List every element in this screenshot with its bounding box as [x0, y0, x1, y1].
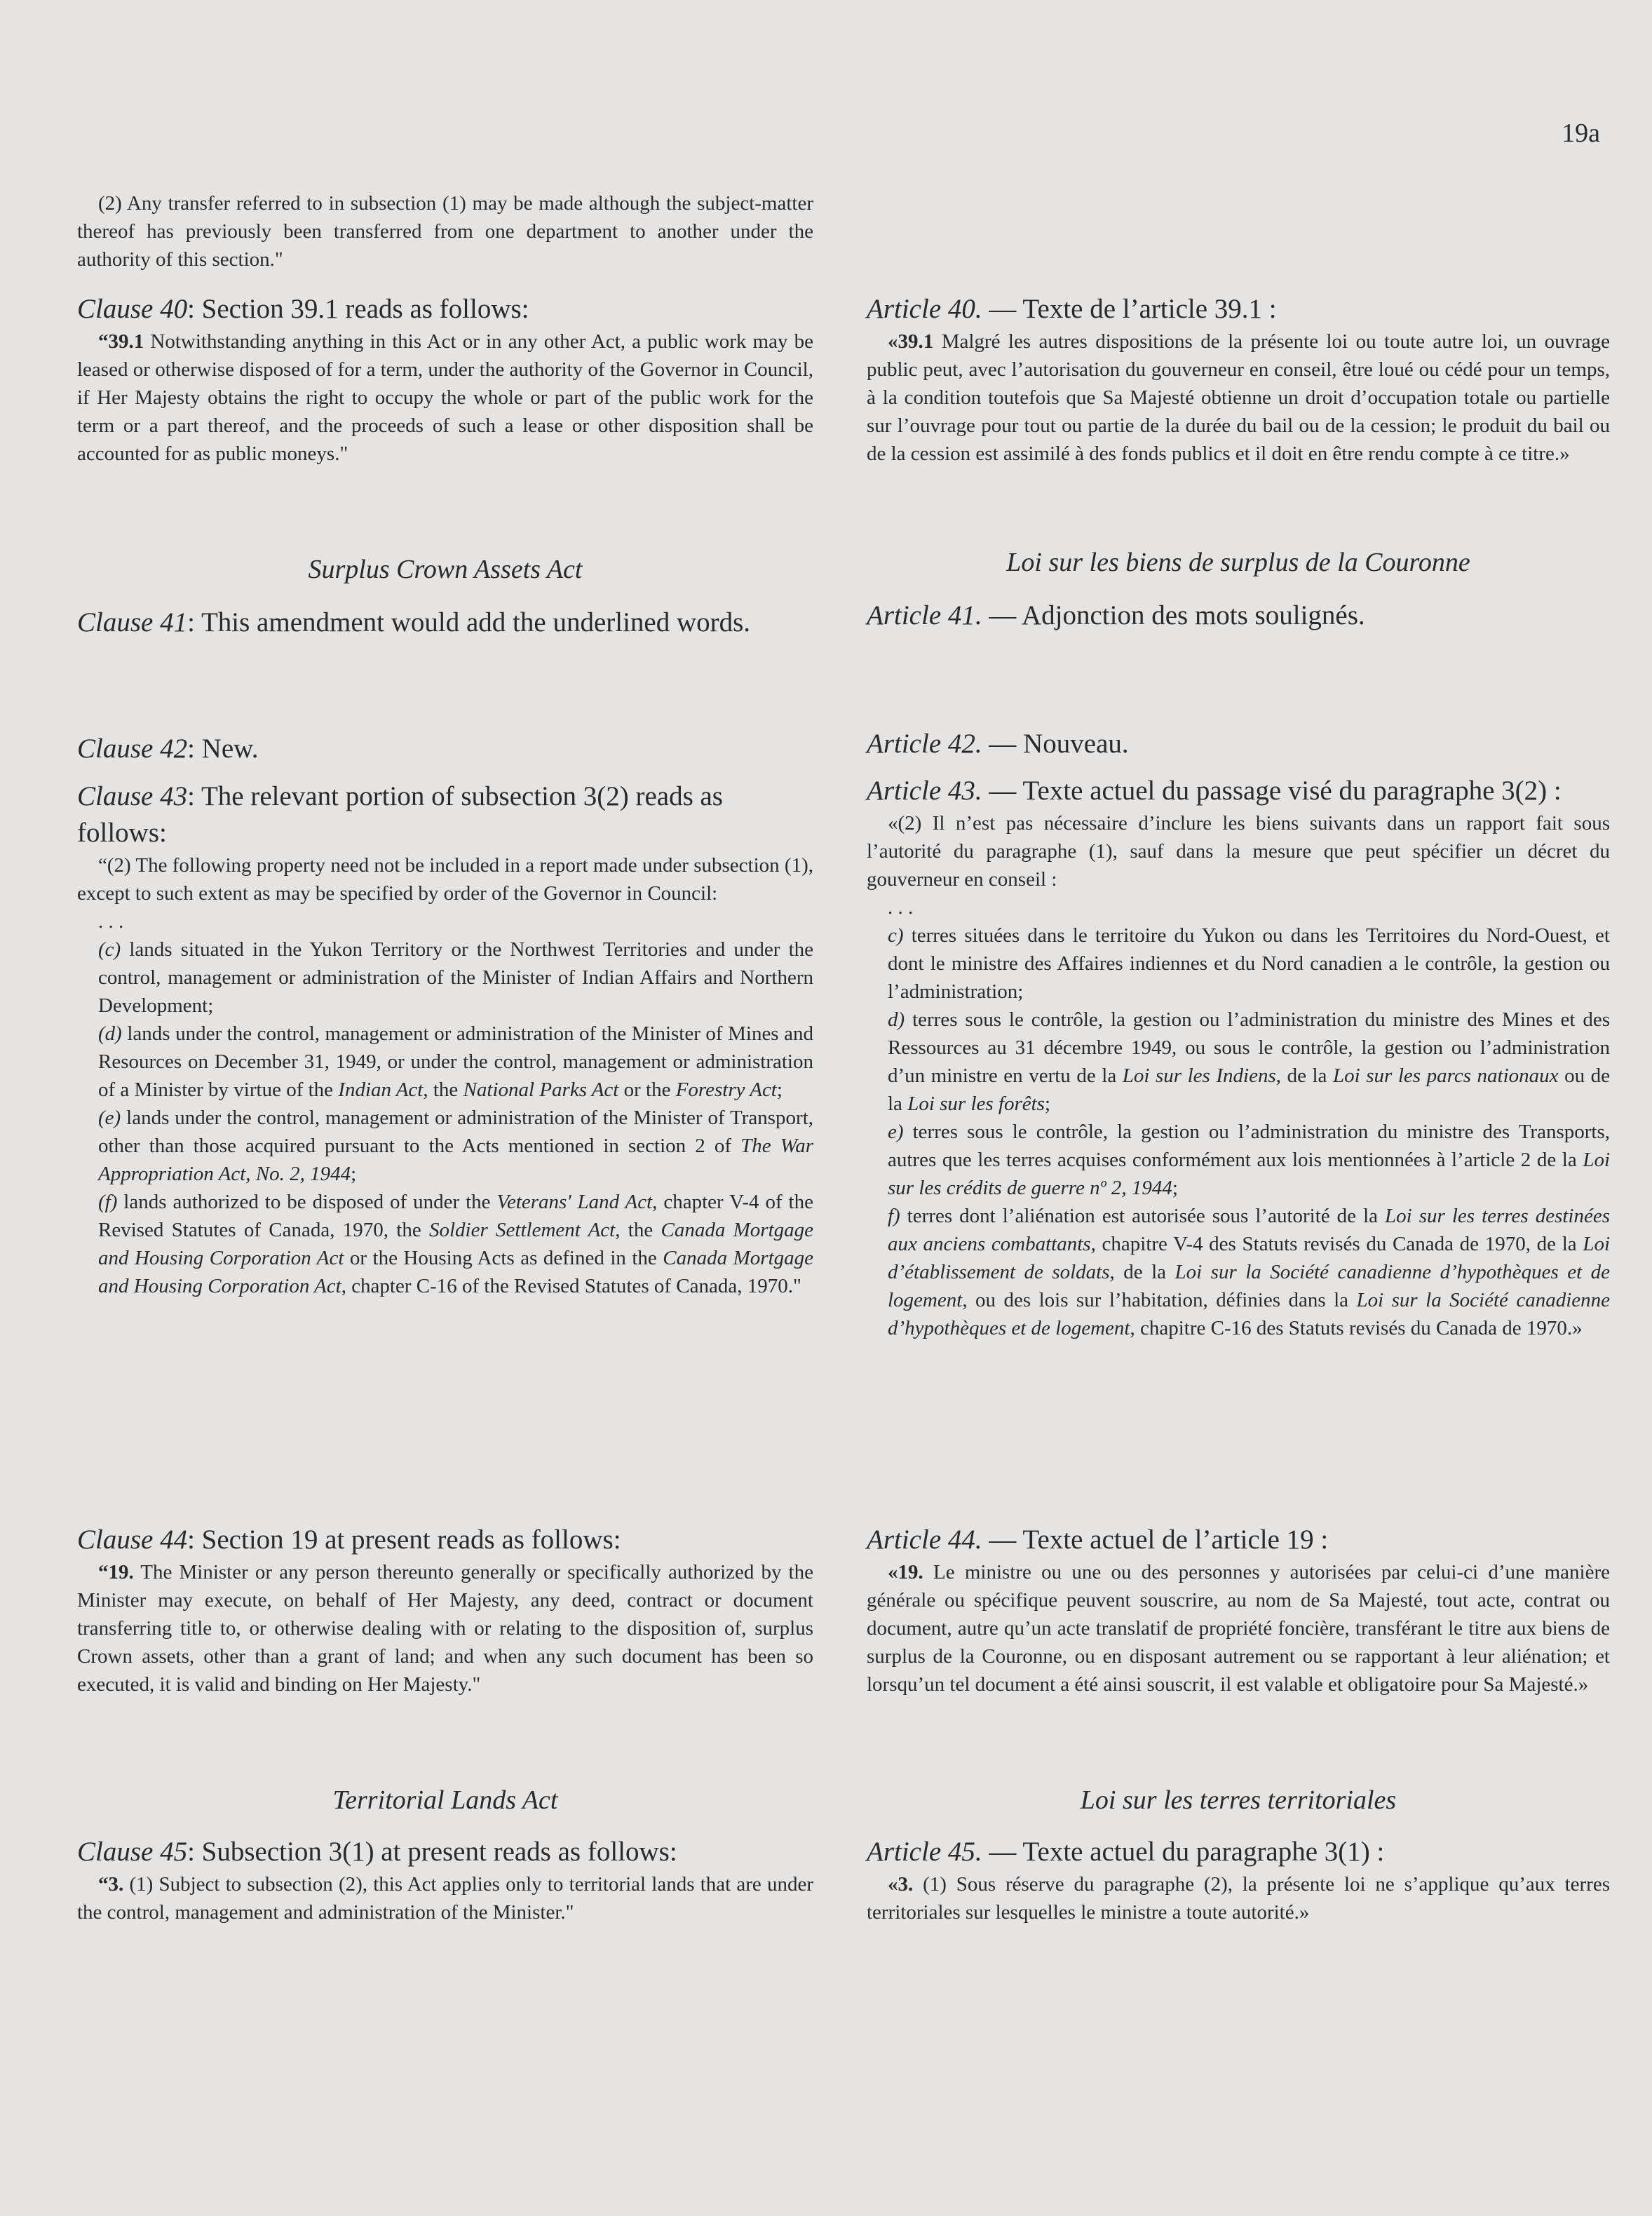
article-42-heading: Article 42. — Nouveau. — [867, 729, 1129, 759]
clause-41-heading: Clause 41: This amendment would add the underlined words. — [77, 607, 751, 637]
clause-45 — [77, 1834, 813, 1926]
article-40 — [867, 291, 1610, 468]
article-44 — [867, 1522, 1610, 1698]
clause-43-intro: “(2) The following property need not be included in a report made under subsection (1), except to such extent as may be specified by order of the Governor in Council: — [77, 854, 813, 905]
surplus-crown-assets-act-title: Surplus Crown Assets Act — [308, 555, 583, 584]
clause-44-text: “19. The Minister or any person thereunto generally or specifically authorized by the Minister may execute, on behalf of Her Majesty, any deed, contract or document transferring title to, or otherwise dealing with or relating to the disposition of, surplus Crown assets, other than a grant of land; and when any such document has been so executed, it is valid and binding on Her Majesty." — [77, 1561, 813, 1696]
article-41-heading: Article 41. — Adjonction des mots soulignés. — [867, 600, 1365, 630]
alinea-e: e) terres sous le contrôle, la gestion ou l’administration du ministre des Transports, autres que les terres acquises conformément aux lois mentionnées à l’article 2 de la Loi sur les crédits de guerre nº 2, 1944; — [888, 1121, 1610, 1199]
clause-43 — [77, 778, 813, 1300]
clause-44-heading: Clause 44: Section 19 at present reads as follows: — [77, 1525, 621, 1555]
clause-40-heading: Clause 40: Section 39.1 reads as follows: — [77, 294, 529, 324]
ellipsis: . . . — [888, 896, 914, 919]
article-45-text: «3. (1) Sous réserve du paragraphe (2), la présente loi ne s’applique qu’aux terres territoriales sur lesquelles le ministre a toute autorité.» — [867, 1873, 1610, 1924]
clause-40-text: “39.1 Notwithstanding anything in this Act or in any other Act, a public work may be leased or otherwise disposed of for a term, under the authority of the Governor in Council, if Her Majesty obtains the right to occupy the whole or part of the public work for the term or a part thereof, and the proceeds of such a lease or other disposition shall be accounted for as public moneys." — [77, 330, 813, 465]
territorial-lands-act-title: Territorial Lands Act — [332, 1785, 558, 1815]
loi-biens-surplus-title: Loi sur les biens de surplus de la Couronne — [1006, 548, 1470, 577]
clause-44 — [77, 1522, 813, 1698]
article-43-intro: «(2) Il n’est pas nécessaire d’inclure les biens suivants dans un rapport fait sous l’autorité du paragraphe (1), sauf dans la mesure que peut spécifier un décret du gouverneur en conseil : — [867, 812, 1610, 891]
clause-45-heading: Clause 45: Subsection 3(1) at present reads as follows: — [77, 1837, 677, 1867]
ellipsis: . . . — [98, 910, 124, 933]
subsection-39-2-text: (2) Any transfer referred to in subsection (1) may be made although the subject-matter thereof has previously been transferred from one department to another under the authority of this section." — [77, 192, 813, 271]
page-number: 19a — [1562, 119, 1600, 148]
clause-43-heading: Clause 43: The relevant portion of subsection 3(2) reads as follows: — [77, 781, 723, 848]
article-43-heading: Article 43. — Texte actuel du passage visé du paragraphe 3(2) : — [867, 776, 1562, 806]
article-40-text: «39.1 Malgré les autres dispositions de la présente loi ou toute autre loi, un ouvrage public peut, avec l’autorisation du gouverneur en conseil, être loué ou cédé pour un temps, à la condition toutefois que Sa Majesté obtienne un droit d’occupation totale ou partielle sur l’ouvrage pour tout ou partie de la durée du bail ou de la cession; le produit du bail ou de la cession est assimilé à des fonds publics et il doit en être rendu compte à ce titre.» — [867, 330, 1610, 465]
paragraph-d: (d) lands under the control, management or administration of the Minister of Mines and Resources on December 31, 1949, or under the control, management or administration of a Minister by virtue of the Indian Act, the National Parks Act or the Forestry Act; — [98, 1022, 813, 1101]
article-45-heading: Article 45. — Texte actuel du paragraphe 3(1) : — [867, 1837, 1385, 1867]
loi-terres-territoriales-title: Loi sur les terres territoriales — [1080, 1785, 1397, 1815]
alinea-d: d) terres sous le contrôle, la gestion ou l’administration du ministre des Mines et des Ressources au 31 décembre 1949, ou sous le contrôle, la gestion ou l’administration d’un ministre en vertu de la Loi sur les Indiens, de la Loi sur les parcs nationaux ou de la Loi sur les forêts; — [888, 1008, 1610, 1115]
clause-42-heading: Clause 42: New. — [77, 734, 259, 764]
paragraph-f: (f) lands authorized to be disposed of under the Veterans' Land Act, chapter V-4 of the Revised Statutes of Canada, 1970, the Soldier Settlement Act, the Canada Mortgage and Housing Corporation Act or the Housing Acts as defined in the Canada Mortgage and Housing Corporation Act, chapter C-16 of the Revised Statutes of Canada, 1970." — [98, 1191, 813, 1297]
paragraph-e: (e) lands under the control, management or administration of the Minister of Transport, other than those acquired pursuant to the Acts mentioned in section 2 of The War Appropriation Act, No. 2, 1944; — [98, 1107, 813, 1185]
article-43 — [867, 773, 1610, 1342]
alinea-c: c) terres situées dans le territoire du Yukon ou dans les Territoires du Nord-Ouest, et dont le ministre des Affaires indiennes et du Nord canadien a le contrôle, la gestion ou l’administration; — [888, 924, 1610, 1003]
article-45 — [867, 1834, 1610, 1926]
alinea-f: f) terres dont l’aliénation est autorisée sous l’autorité de la Loi sur les terres destinées aux anciens combattants, chapitre V-4 des Statuts revisés du Canada de 1970, de la Loi d’établissement de soldats, de la Loi sur la Société canadienne d’hypothèques et de logement, ou des lois sur l’habitation, définies dans la Loi sur la Société canadienne d’hypothèques et de logement, chapitre C-16 des Statuts revisés du Canada de 1970.» — [888, 1205, 1611, 1339]
article-44-heading: Article 44. — Texte actuel de l’article 19 : — [867, 1525, 1329, 1555]
clause-45-text: “3. (1) Subject to subsection (2), this Act applies only to territorial lands that are under the control, management and administration of the Minister." — [77, 1873, 813, 1924]
article-40-heading: Article 40. — Texte de l’article 39.1 : — [867, 294, 1277, 324]
article-44-text: «19. Le ministre ou une ou des personnes y autorisées par celui-ci d’une manière générale ou spécifique peuvent souscrire, au nom de Sa Majesté, tout acte, contrat ou document, autre qu’un acte translatif de propriété foncière, transférant le titre aux biens de surplus de la Couronne, ou en disposant autrement ou se rapportant à leur aliénation; et lorsqu’un tel document a été ainsi souscrit, il est valable et obligatoire pour Sa Majesté.» — [867, 1561, 1610, 1696]
clause-40 — [77, 291, 813, 468]
paragraph-c: (c) lands situated in the Yukon Territory or the Northwest Territories and under the control, management or administration of the Minister of Indian Affairs and Northern Development; — [98, 938, 813, 1017]
